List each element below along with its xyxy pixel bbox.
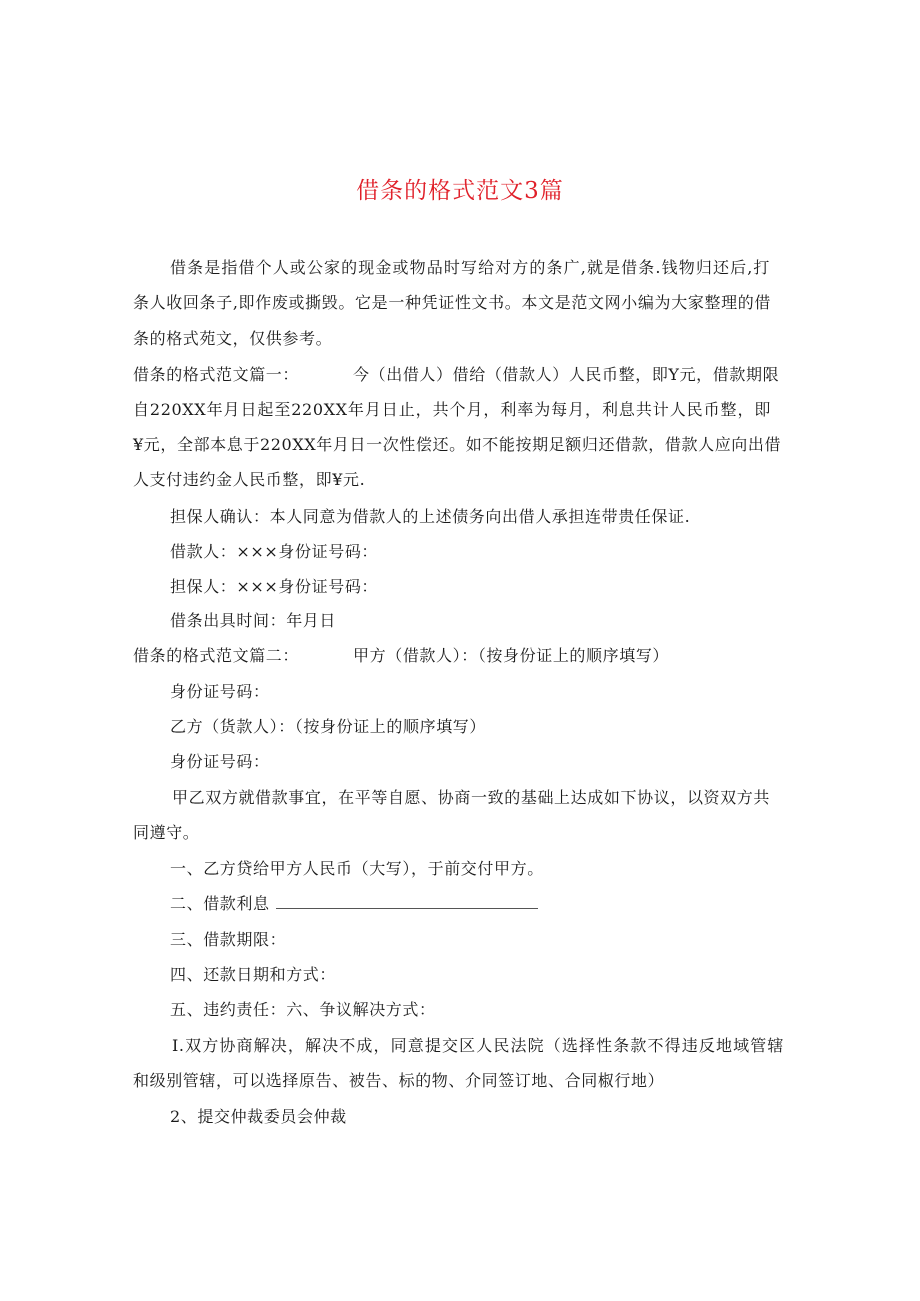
sample1-heading: 借条的格式范文篇一： [133, 365, 300, 384]
clause-1: 一、乙方贷给甲方人民币（大写），于前交付甲方。 [170, 859, 544, 878]
intro-line-1: 借条是指借个人或公家的现金或物品时写给对方的条广,就是借条.钱物归还后,打 [170, 258, 770, 277]
sample1-line-2: 自220XX年月日起至220XX年月日止，共个月，利率为每月，利息共计人民币整，即 [133, 400, 771, 419]
agreement-line-1: 甲乙双方就借款事宜，在平等自愿、协商一致的基础上达成如下协议，以资双方共 [172, 788, 770, 807]
sample1-line-4: 人支付违约金人民币整，即¥元. [133, 470, 366, 489]
interest-blank-line [276, 894, 538, 909]
guarantor-confirmation: 担保人确认：本人同意为借款人的上述债务向出借人承担连带贵任保证. [170, 507, 691, 526]
clause-2-label: 二、借款利息 [170, 894, 270, 913]
sample1-line-3: ¥元，全部本息于220XX年月日一次性偿还。如不能按期足额归还借款，借款人应向出借 [133, 435, 782, 454]
sample2-first-line [133, 646, 669, 666]
dispute-option-1-line-1: I.双方协商解决，解决不成，同意提交区人民法院（选择性条款不得违反地域管辖 [172, 1036, 784, 1055]
party-a-line: 甲方（借款人）：（按身份证上的顺序填写） [353, 646, 670, 665]
intro-line-3: 条的格式苑文，仅供参考。 [133, 329, 333, 348]
guarantor-line: 担保人：×××身份证号码： [170, 577, 379, 596]
clause-5: 五、违约责任：六、争议解决方式： [170, 1000, 436, 1019]
sample1-text-start: 今（出借人）借给（借款人）人民币整，即Y元，借款期限 [353, 365, 780, 384]
document-title: 借条的格式范文3篇 [356, 178, 564, 204]
clause-2 [170, 894, 538, 914]
borrower-line: 借款人：×××身份证号码： [170, 542, 379, 561]
agreement-line-2: 同遵守。 [133, 823, 200, 842]
id-number-a: 身份证号码： [170, 682, 270, 701]
dispute-option-1-line-2: 和级别管辖，可以选择原告、被告、标的物、介同签订地、合同椒行地） [133, 1071, 665, 1090]
issue-time-line: 借条出具时间：年月日 [170, 611, 337, 630]
id-number-b: 身份证号码： [170, 752, 270, 771]
clause-3: 三、借款期限： [170, 930, 287, 949]
clause-4: 四、还款日期和方式： [170, 965, 337, 984]
party-b-line: 乙方（货款人）：（按身份证上的顺序填写） [170, 717, 487, 736]
dispute-option-2: 2、提交仲裁委员会仲裁 [170, 1107, 347, 1126]
sample1-first-line [133, 365, 779, 385]
sample2-heading: 借条的格式范文篇二： [133, 646, 300, 665]
intro-line-2: 条人收回条子,即作废或撕毁。它是一种凭证性文书。本文是范文网小编为大家整理的借 [133, 293, 771, 312]
